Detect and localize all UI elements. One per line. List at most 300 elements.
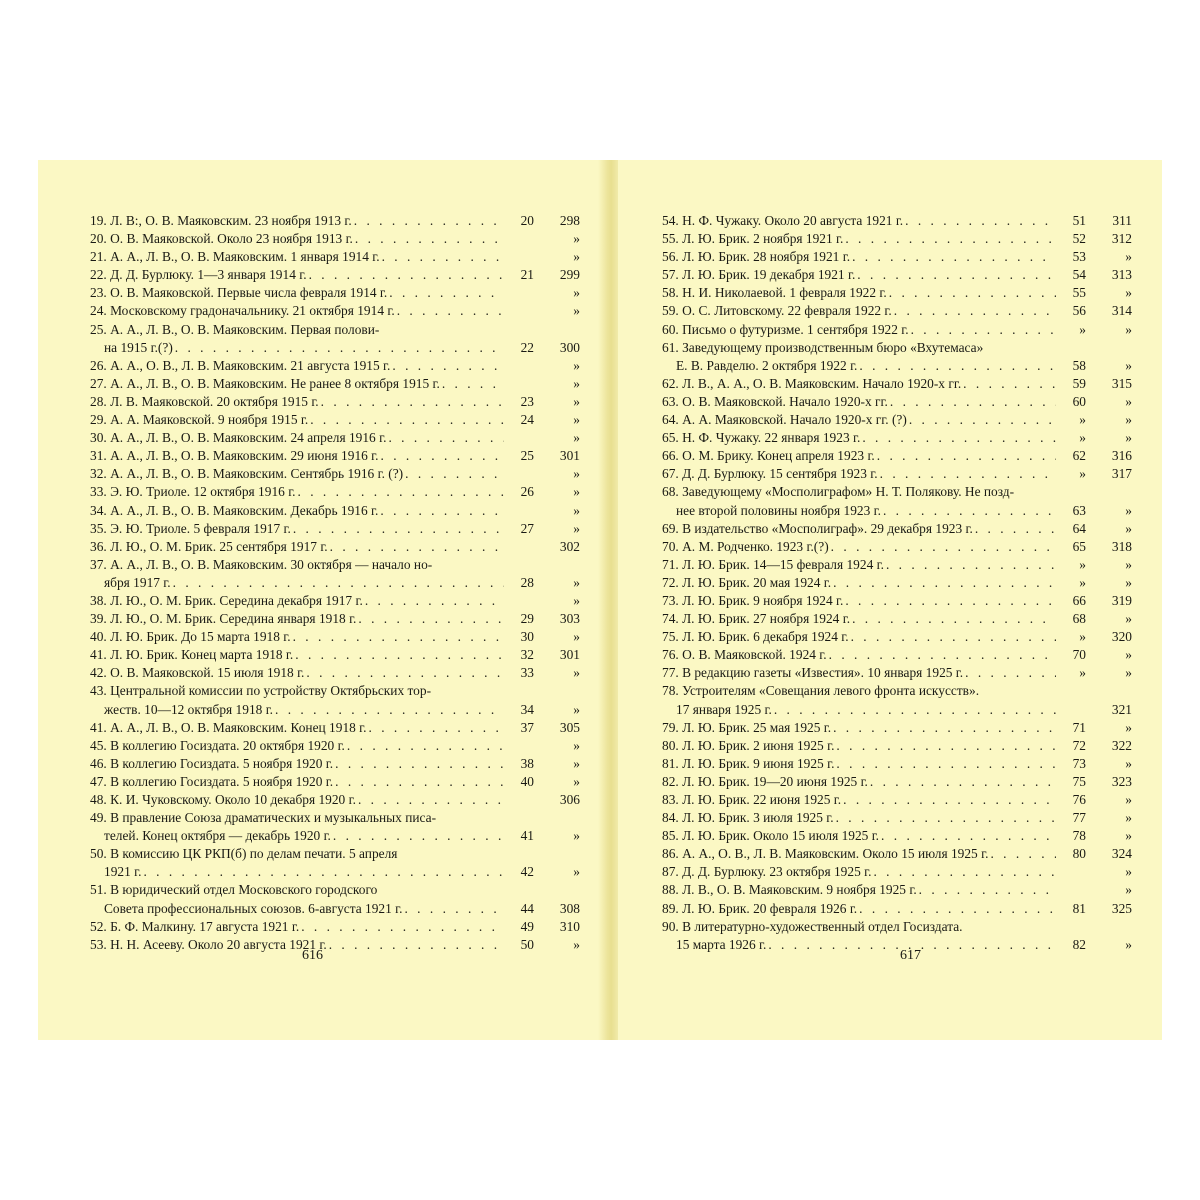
toc-entry-line: 59. О. С. Литовскому. 22 февраля 1922 г. [662,303,892,319]
toc-text-page: 55 [1072,285,1086,301]
toc-entry-text [662,628,1058,646]
toc-entry-line: 62. Л. В., А. А., О. В. Маяковским. Начало 1920-х гг. [662,375,962,391]
toc-entry-line: 67. Д. Д. Бурлюку. 15 сентября 1923 г. [662,466,878,482]
toc-entry [90,248,580,266]
toc-entry-line: 56. Л. Ю. Брик. 28 ноября 1921 г. [662,249,851,265]
toc-notes-page: 314 [1111,303,1132,319]
dot-leader [347,737,504,755]
toc-entry [90,628,580,646]
dot-leader [301,918,504,936]
toc-entry-line: 63. О. В. Маяковской. Начало 1920-х гг. [662,393,888,409]
toc-entry [90,936,580,954]
toc-notes-page: 299 [559,267,580,283]
dot-leader [335,755,504,773]
toc-text-page: 49 [520,918,534,934]
toc-entry-line: 86. А. А., О. В., Л. В. Маяковским. Около 15 июля 1925 г. [662,846,989,862]
toc-notes-page: » [1125,393,1132,409]
toc-entry-text [662,230,1058,248]
toc-entry-text [662,302,1058,320]
dot-leader [774,701,1056,719]
toc-entry [662,302,1132,320]
toc-entry [662,737,1132,755]
toc-notes-page: » [573,231,580,247]
toc-entry-text [90,845,506,881]
toc-text-page: » [1079,629,1086,645]
toc-entry-line: 42. О. В. Маяковской. 15 июля 1918 г. [90,665,305,681]
toc-notes-page: 310 [559,918,580,934]
toc-entry-text [90,357,506,375]
toc-notes-page: » [1125,665,1132,681]
toc-notes-page: » [573,828,580,844]
toc-entry-line: 50. В комиссию ЦК РКП(б) по делам печати. 5 апреля [90,846,398,862]
toc-entry-line: 52. Б. Ф. Малкину. 17 августа 1921 г. [90,918,300,934]
toc-entry-line: 47. В коллегию Госиздата. 5 ноября 1920 г. [90,773,334,789]
toc-entry-text [662,429,1058,447]
toc-entry-line: 40. Л. Ю. Брик. До 15 марта 1918 г. [90,629,291,645]
toc-notes-page: » [573,249,580,265]
toc-entry-text [90,556,506,592]
toc-notes-page: » [1125,611,1132,627]
dot-leader [859,900,1056,918]
toc-entry-line: 15 марта 1926 г. [676,936,767,952]
toc-notes-page: » [1125,828,1132,844]
toc-entry [90,230,580,248]
dot-leader [175,339,504,357]
toc-entry-line: 41. А. А., Л. В., О. В. Маяковским. Конец 1918 г. [90,719,367,735]
toc-text-page: » [1079,430,1086,446]
toc-entry-line: 21. А. А., Л. В., О. В. Маяковским. 1 января 1914 г. [90,249,380,265]
toc-text-page: 68 [1072,611,1086,627]
toc-entry [662,918,1132,954]
toc-entry-text [90,628,506,646]
toc-notes-page: 305 [559,719,580,735]
toc-entry [90,375,580,393]
toc-entry [662,393,1132,411]
toc-notes-page: » [1125,430,1132,446]
dot-leader [442,375,504,393]
toc-entry-text [662,881,1058,899]
toc-entry-text [90,429,506,447]
toc-entry-text [90,447,506,465]
dot-leader [890,393,1056,411]
toc-text-page: 56 [1072,303,1086,319]
toc-text-page: 81 [1072,900,1086,916]
toc-entry-line: 75. Л. Ю. Брик. 6 декабря 1924 г. [662,629,849,645]
toc-entry [662,248,1132,266]
toc-text-page: 40 [520,773,534,789]
toc-entry-text [90,646,506,664]
toc-entry-line: 90. В литературно-художественный отдел Госиздата. [662,918,963,934]
toc-entry [662,845,1132,863]
toc-notes-page: 306 [559,792,580,807]
toc-entry-text [90,502,506,520]
toc-text-page: 62 [1072,448,1086,464]
toc-notes-page: 312 [1111,231,1132,247]
toc-entry-text [662,682,1058,718]
toc-entry-text [662,339,1058,375]
toc-entry-line: 83. Л. Ю. Брик. 22 июня 1925 г. [662,792,842,807]
toc-entry-text [662,737,1058,755]
toc-entry [90,465,580,483]
toc-entry-text [662,483,1058,519]
toc-text-page: 21 [520,267,534,283]
toc-entry-line: 88. Л. В., О. В. Маяковским. 9 ноября 1925 г. [662,882,917,898]
toc-text-page: 58 [1072,357,1086,373]
toc-text-page: » [1079,412,1086,428]
toc-notes-page: 313 [1111,267,1132,283]
toc-entry [662,375,1132,393]
toc-entry-line: 85. Л. Ю. Брик. Около 15 июля 1925 г. [662,828,880,844]
dot-leader [293,520,504,538]
dot-leader [881,827,1056,845]
toc-notes-page: 325 [1111,900,1132,916]
dot-leader [404,900,504,918]
toc-notes-page: » [573,502,580,518]
toc-entry-text [662,520,1058,538]
dot-leader [859,357,1056,375]
toc-entry-text [662,719,1058,737]
toc-notes-page: » [1125,574,1132,590]
toc-entry-line: 54. Н. Ф. Чужаку. Около 20 августа 1921 г. [662,213,904,228]
toc-entry [90,918,580,936]
dot-leader [310,411,504,429]
toc-notes-page: 317 [1111,466,1132,482]
toc-entry [662,483,1132,519]
toc-entry-line: Совета профессиональных союзов. 6-августа 1921 г. [104,900,403,916]
dot-leader [354,212,504,230]
toc-text-page: 53 [1072,249,1086,265]
toc-entry-text [90,302,506,320]
toc-entry [662,266,1132,284]
toc-entry-text [662,538,1058,556]
toc-text-page: 51 [1072,213,1086,228]
dot-leader [909,411,1056,429]
toc-entry-line: 1921 г. [104,864,142,880]
toc-entry [90,429,580,447]
page-number-left: 616 [302,948,323,963]
toc-notes-page: » [1125,882,1132,898]
toc-entry-line: 23. О. В. Маяковской. Первые числа февраля 1914 г. [90,285,388,301]
toc-notes-page: » [573,303,580,319]
toc-entry [662,863,1132,881]
toc-text-page: 34 [520,701,534,717]
dot-leader [857,266,1056,284]
toc-entry-line: 17 января 1925 г. [676,701,772,717]
toc-entry [90,845,580,881]
dot-leader [836,737,1056,755]
toc-text-page: 77 [1072,810,1086,826]
toc-notes-page: » [1125,249,1132,265]
toc-entry-line: 19. Л. В:, О. В. Маяковским. 23 ноября 1913 г. [90,213,352,228]
toc-entry-text [90,809,506,845]
toc-entry-text [90,483,506,501]
toc-entry-line: 69. В издательство «Мосполиграф». 29 декабря 1923 г. [662,520,973,536]
toc-entry-line: 61. Заведующему производственным бюро «Вхутемаса» [662,339,984,355]
toc-entry-text [662,827,1058,845]
toc-entry-line: 38. Л. Ю., О. М. Брик. Середина декабря 1917 г. [90,592,363,608]
dot-leader [335,773,504,791]
toc-text-page: 66 [1072,592,1086,608]
toc-text-page: 29 [520,611,534,627]
toc-entry [90,773,580,791]
toc-text-page: 32 [520,647,534,663]
toc-entry [90,556,580,592]
toc-entry [90,791,580,809]
toc-entry [662,881,1132,899]
toc-entry-line: 57. Л. Ю. Брик. 19 декабря 1921 г. [662,267,856,283]
toc-entry-text [90,411,506,429]
toc-entry-line: 35. Э. Ю. Триоле. 5 февраля 1917 г. [90,520,291,536]
toc-entry-line: 53. Н. Н. Асееву. Около 20 августа 1921 г. [90,936,327,952]
toc-entry [662,646,1132,664]
toc-notes-page: » [1125,792,1132,807]
toc-text-page: » [1079,466,1086,482]
toc-text-page: 75 [1072,773,1086,789]
toc-entry [90,502,580,520]
page-number-right: 617 [900,948,921,963]
toc-entry-text [662,574,1058,592]
toc-entry-text [662,284,1058,302]
dot-leader [365,592,504,610]
toc-notes-page: » [573,936,580,952]
book-spread [38,160,1162,1040]
toc-text-page: 59 [1072,375,1086,391]
toc-entry-line: 58. Н. И. Николаевой. 1 февраля 1922 г. [662,285,887,301]
dot-leader [369,719,504,737]
dot-leader [833,719,1056,737]
toc-entry-text [90,321,506,357]
toc-text-page: 23 [520,393,534,409]
toc-notes-page: 321 [1111,701,1132,717]
toc-notes-page: 302 [559,538,580,554]
toc-text-page: 44 [520,900,534,916]
toc-entry [662,592,1132,610]
toc-text-page: 38 [520,755,534,771]
toc-entry-text [90,248,506,266]
toc-text-page: 42 [520,864,534,880]
dot-leader [329,936,504,954]
toc-entry-text [90,737,506,755]
toc-text-page: » [1079,556,1086,572]
toc-text-page: 63 [1072,502,1086,518]
toc-entry-line: 60. Письмо о футуризме. 1 сентября 1922 г. [662,321,909,337]
toc-entry-line: 55. Л. Ю. Брик. 2 ноября 1921 г. [662,231,844,247]
toc-notes-page: 303 [559,611,580,627]
toc-entry-text [90,682,506,718]
toc-text-page: 33 [520,665,534,681]
toc-entry-line: 89. Л. Ю. Брик. 20 февраля 1926 г. [662,900,858,916]
toc-notes-page: 301 [559,647,580,663]
toc-text-page: 71 [1072,719,1086,735]
toc-entry-text [662,845,1058,863]
toc-entry [90,284,580,302]
toc-entry-line: 84. Л. Ю. Брик. 3 июля 1925 г. [662,810,834,826]
dot-leader [358,610,504,628]
toc-entry-text [662,809,1058,827]
toc-text-page: 65 [1072,538,1086,554]
toc-entry-text [662,248,1058,266]
toc-list-right [662,212,1132,954]
toc-notes-page: » [573,520,580,536]
toc-entry [90,483,580,501]
toc-entry [662,321,1132,339]
toc-text-page: 27 [520,520,534,536]
toc-entry-line: 20. О. В. Маяковской. Около 23 ноября 1913 г. [90,231,353,247]
toc-notes-page: 301 [559,448,580,464]
toc-entry-text [662,863,1058,881]
toc-entry-text [662,900,1058,918]
toc-entry [662,465,1132,483]
dot-leader [829,646,1056,664]
toc-entry-text [90,375,506,393]
dot-leader [831,538,1056,556]
toc-notes-page: » [573,701,580,717]
toc-entry [662,664,1132,682]
dot-leader [845,592,1056,610]
dot-leader [852,610,1056,628]
toc-text-page: 28 [520,574,534,590]
toc-entry-text [662,773,1058,791]
toc-entry-text [662,411,1058,429]
toc-entry-text [90,610,506,628]
toc-notes-page: » [573,484,580,500]
toc-entry-line: Е. В. Равделю. 2 октября 1922 г. [676,357,858,373]
toc-entry-line: 43. Центральной комиссии по устройству Октябрьских тор- [90,683,432,699]
toc-notes-page: » [1125,864,1132,880]
toc-notes-page: » [1125,357,1132,373]
dot-leader [833,574,1056,592]
dot-leader [298,483,504,501]
toc-entry-text [90,465,506,483]
dot-leader [355,230,504,248]
toc-entry-line: 31. А. А., Л. В., О. В. Маяковским. 29 июня 1916 г. [90,448,379,464]
dot-leader [306,664,504,682]
toc-notes-page: » [1125,285,1132,301]
toc-entry [662,682,1132,718]
dot-leader [886,556,1056,574]
dot-leader [862,429,1056,447]
toc-notes-page: » [573,466,580,482]
dot-leader [295,646,504,664]
toc-text-page: 30 [520,629,534,645]
dot-leader [836,755,1056,773]
toc-entry-line: 29. А. А. Маяковской. 9 ноября 1915 г. [90,412,309,428]
dot-leader [877,447,1056,465]
toc-text-page: 37 [520,719,534,735]
toc-entry-text [662,664,1058,682]
toc-entry [662,773,1132,791]
dot-leader [381,447,504,465]
toc-entry [90,266,580,284]
toc-entry [662,520,1132,538]
dot-leader [852,248,1056,266]
toc-entry-text [662,755,1058,773]
toc-notes-page: 308 [559,900,580,916]
dot-leader [293,628,504,646]
toc-notes-page: » [573,357,580,373]
toc-entry-line: 46. В коллегию Госиздата. 5 ноября 1920 г. [90,755,334,771]
dot-leader [851,628,1056,646]
toc-notes-page: » [1125,556,1132,572]
toc-notes-page: 298 [559,213,580,228]
toc-notes-page: » [573,773,580,789]
dot-leader [330,538,504,556]
dot-leader [333,827,504,845]
dot-leader [143,863,504,881]
toc-entry-line: 81. Л. Ю. Брик. 9 июня 1925 г. [662,755,835,771]
toc-text-page: 25 [520,448,534,464]
toc-entry [662,809,1132,827]
toc-notes-page: 318 [1111,538,1132,554]
toc-notes-page: » [573,574,580,590]
toc-entry-text [90,773,506,791]
toc-notes-page: 315 [1111,375,1132,391]
toc-entry [90,447,580,465]
toc-text-page: » [1079,321,1086,337]
toc-notes-page: » [1125,321,1132,337]
dot-leader [389,284,504,302]
toc-notes-page: » [1125,502,1132,518]
toc-entry-text [662,592,1058,610]
toc-notes-page: » [573,285,580,301]
toc-entry-line: нее второй половины ноября 1923 г. [676,502,881,518]
toc-notes-page: 323 [1111,773,1132,789]
toc-entry [90,538,580,556]
toc-entry-text [662,918,1058,954]
toc-entry-line: 64. А. А. Маяковской. Начало 1920-х гг. (?) [662,412,907,428]
toc-entry [90,610,580,628]
dot-leader [889,284,1056,302]
dot-leader [975,520,1056,538]
toc-text-page: 60 [1072,393,1086,409]
toc-entry [90,881,580,917]
toc-text-page: 78 [1072,828,1086,844]
dot-leader [843,791,1056,809]
toc-entry-text [90,664,506,682]
dot-leader [382,248,504,266]
toc-entry-line: 27. А. А., Л. В., О. В. Маяковским. Не ранее 8 октября 1915 г. [90,375,440,391]
toc-text-page: 72 [1072,737,1086,753]
toc-entry-text [90,266,506,284]
toc-entry [90,357,580,375]
toc-entry [662,339,1132,375]
dot-leader [873,863,1056,881]
toc-entry-line: 82. Л. Ю. Брик. 19—20 июня 1925 г. [662,773,868,789]
toc-text-page: 20 [520,213,534,228]
toc-entry-text [90,719,506,737]
dot-leader [905,212,1056,230]
toc-entry-line: 68. Заведующему «Мосполиграфом» Н. Т. Полякову. Не позд- [662,484,1015,500]
toc-notes-page: » [573,412,580,428]
toc-entry-line: 77. В редакцию газеты «Известия». 10 января 1925 г. [662,665,964,681]
dot-leader [963,375,1056,393]
toc-entry [662,628,1132,646]
toc-entry-text [90,212,506,230]
toc-entry [662,429,1132,447]
toc-text-page: 70 [1072,647,1086,663]
toc-entry [662,411,1132,429]
dot-leader [919,881,1056,899]
toc-entry [662,610,1132,628]
toc-text-page: 54 [1072,267,1086,283]
toc-text-page: 76 [1072,792,1086,807]
toc-notes-page: 319 [1111,592,1132,608]
dot-leader [392,357,504,375]
toc-entry-line: 66. О. М. Брику. Конец апреля 1923 г. [662,448,875,464]
toc-entry-line: 87. Д. Д. Бурлюку. 23 октября 1925 г. [662,864,872,880]
toc-entry-line: 65. Н. Ф. Чужаку. 22 января 1923 г. [662,430,861,446]
toc-entry [90,212,580,230]
